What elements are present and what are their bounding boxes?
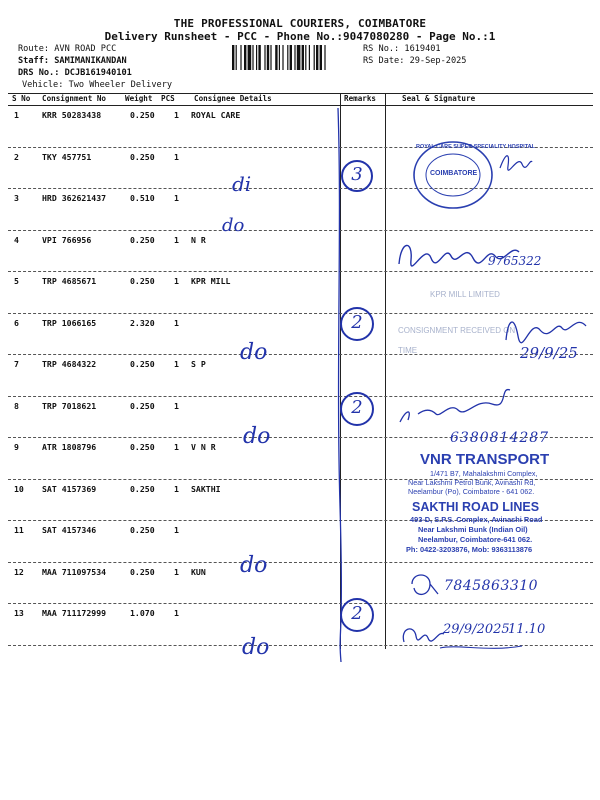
barcode-bar	[294, 45, 295, 70]
barcode-bar	[244, 45, 246, 70]
barcode-bar	[297, 45, 301, 70]
row-weight: 0.250	[130, 151, 155, 162]
row-weight: 0.250	[130, 566, 155, 577]
row-consignment-no: VPI 766956	[42, 234, 92, 245]
kpr-faint-stamp-time: TIME	[398, 346, 418, 355]
row-weight: 0.250	[130, 400, 155, 411]
row-sno: 6	[14, 317, 19, 328]
row-consignment-no: SAT 4157369	[42, 483, 97, 494]
barcode-bar	[248, 45, 252, 70]
signature-row7	[396, 380, 516, 428]
col-sno-header: S No	[12, 94, 31, 103]
row-consignee: KPR MILL	[191, 276, 231, 286]
row-consignment-no: SAT 4157346	[42, 525, 97, 535]
barcode-bar	[264, 45, 265, 70]
col-consignment-header: Consignment No	[42, 94, 107, 103]
route-label: Route: AVN ROAD PCC	[18, 44, 117, 54]
table-row	[8, 272, 593, 312]
handwritten-date-row13: 29/9/2025	[443, 622, 510, 637]
row-consignment-no: HRD 362621437	[42, 193, 107, 203]
row-consignment-no: TRP 4685671	[42, 276, 97, 286]
row-sno: 4	[14, 234, 19, 245]
row-pcs: 1	[174, 442, 179, 452]
vehicle-label: Vehicle: Two Wheeler Delivery	[22, 80, 173, 90]
drs-line	[18, 68, 132, 78]
row-sno: 3	[14, 193, 19, 203]
row-consignment-no: TKY 457751	[42, 151, 92, 162]
row-pcs: 1	[174, 608, 179, 618]
barcode-bar	[267, 45, 269, 70]
sakthi-stamp-line2: Near Lakshmi Bunk (Indian Oil)	[418, 525, 528, 534]
row-sno: 7	[14, 359, 19, 369]
row-consignment-no: MAA 711097534	[42, 566, 107, 577]
handwritten-date-row6: 29/9/25	[520, 344, 578, 362]
row-consignment-no: MAA 711172999	[42, 608, 107, 618]
round-stamp-center: COIMBATORE	[430, 170, 478, 177]
barcode-bar	[258, 45, 260, 70]
barcode-bar	[252, 45, 253, 70]
company-title: THE PROFESSIONAL COURIERS, COIMBATORE	[173, 17, 427, 30]
row-sno: 5	[14, 276, 19, 286]
row-pcs: 1	[174, 151, 179, 162]
rs-date: RS Date: 29-Sep-2025	[363, 56, 467, 66]
drs-number: DCJB161940101	[64, 68, 132, 78]
row-consignee: KUN	[191, 566, 206, 577]
row-consignment-no: KRR 50283438	[42, 110, 102, 120]
barcode-bar	[279, 45, 280, 70]
vnr-stamp-line3: Neelambur (Po), Coimbatore - 641 062.	[408, 487, 535, 496]
remark-circle-3: 3	[341, 160, 373, 192]
row-weight: 0.250	[130, 442, 155, 452]
barcode-bar	[275, 45, 277, 70]
barcode-bar	[309, 45, 310, 70]
underline-row13	[438, 640, 524, 654]
row-pcs: 1	[174, 193, 179, 203]
staff-label: Staff:	[18, 56, 50, 66]
row-consignment-no: TRP 1066165	[42, 317, 97, 328]
row-sno: 13	[14, 608, 24, 618]
kpr-faint-stamp-title: KPR MILL LIMITED	[430, 290, 500, 299]
col-remarks-header: Remarks	[344, 94, 377, 103]
signature-row2	[496, 148, 536, 178]
row-consignee: SAKTHI	[191, 483, 221, 494]
remark-circle-2a: 2	[340, 307, 374, 341]
row-sno: 8	[14, 400, 19, 411]
row-sno: 10	[14, 483, 24, 494]
barcode-bar	[316, 45, 318, 70]
table-row	[8, 189, 593, 229]
handwritten-phone-row4: 9765322	[488, 254, 542, 268]
table-row	[8, 106, 593, 146]
sakthi-stamp-line3: Neelambur, Coimbatore-641 062.	[418, 535, 533, 544]
row-weight: 0.250	[130, 525, 155, 535]
barcode-bar	[320, 45, 322, 70]
row-pcs: 1	[174, 525, 179, 535]
row-sno: 1	[14, 110, 19, 120]
signature-row12	[408, 570, 442, 600]
row-consignee: S P	[191, 359, 206, 369]
row-weight: 1.070	[130, 608, 155, 618]
handwritten-phone-row12: 7845863310	[444, 578, 539, 594]
col-consignee-header: Consignee Details	[194, 94, 272, 103]
row-weight: 0.250	[130, 276, 155, 286]
row-pcs: 1	[174, 566, 179, 577]
signature-row5	[500, 310, 590, 344]
staff-name: SAMIMANIKANDAN	[54, 56, 127, 66]
round-stamp-top: ROYAL CARE SUPER SPECIALITY HOSPITAL	[416, 144, 535, 150]
row-pcs: 1	[174, 400, 179, 411]
col-weight-header: Weight	[125, 94, 153, 103]
row-consignee: N R	[191, 234, 206, 245]
row-sno: 12	[14, 566, 24, 577]
barcode-bar	[314, 45, 315, 70]
row-sno: 11	[14, 525, 24, 535]
row-sno: 9	[14, 442, 19, 452]
remark-circle-2c: 2	[340, 598, 374, 632]
handwritten-do-8: do	[243, 424, 271, 449]
remark-circle-2b: 2	[340, 392, 374, 426]
barcode-bar	[302, 45, 304, 70]
remarks-pen-line	[330, 106, 350, 666]
row-consignment-no: ATR 1808796	[42, 442, 97, 452]
hospital-round-stamp	[412, 140, 535, 210]
runsheet-subtitle: Delivery Runsheet - PCC - Phone No.:9047080280 - Page No.:1	[104, 30, 496, 43]
vnr-stamp-line1: 1/471 B7, Mahalakshmi Complex,	[430, 469, 538, 478]
staff-line	[18, 56, 127, 66]
sakthi-stamp-line1: 493-D, S.P.S. Complex, Avinashi Road	[410, 515, 543, 524]
handwritten-do-6: do	[240, 340, 268, 365]
row-consignee: ROYAL CARE	[191, 110, 241, 120]
sakthi-stamp-phone: Ph: 0422-3203876, Mob: 9363113876	[406, 545, 533, 554]
handwritten-di: di	[232, 172, 252, 196]
barcode-bar	[290, 45, 292, 70]
row-weight: 2.320	[130, 317, 155, 328]
row-pcs: 1	[174, 317, 179, 328]
barcode-bar	[305, 45, 306, 70]
vnr-stamp-title: VNR TRANSPORT	[420, 451, 550, 468]
row-sno: 2	[14, 151, 19, 162]
row-pcs: 1	[174, 234, 179, 245]
drs-label: DRS No.:	[18, 68, 60, 78]
barcode-bar	[232, 45, 234, 70]
kpr-faint-stamp-received: CONSIGNMENT RECEIVED ON	[398, 326, 516, 335]
barcode-bar	[236, 45, 237, 70]
handwritten-do-3: do	[222, 215, 245, 236]
row-pcs: 1	[174, 359, 179, 369]
sakthi-stamp-title: SAKTHI ROAD LINES	[412, 500, 540, 514]
row-consignee: V N R	[191, 442, 216, 452]
col-pcs-header: PCS	[161, 94, 175, 103]
row-weight: 0.250	[130, 483, 155, 494]
barcode-bar	[240, 45, 241, 70]
row-pcs: 1	[174, 110, 179, 120]
row-weight: 0.250	[130, 110, 155, 120]
row-pcs: 1	[174, 276, 179, 286]
handwritten-do-13: do	[242, 635, 270, 660]
handwritten-time-row13: 11.10	[508, 622, 546, 637]
handwritten-phone-row8: 6380814287	[450, 430, 550, 446]
row-weight: 0.510	[130, 193, 155, 203]
barcode	[232, 45, 360, 70]
vnr-stamp-line2: Near Lakshmi Petrol Bunk, Avinashi Rd,	[408, 478, 536, 487]
row-consignment-no: TRP 7018621	[42, 400, 97, 411]
handwritten-do-11: do	[240, 553, 268, 578]
barcode-bar	[270, 45, 271, 70]
row-pcs: 1	[174, 483, 179, 494]
col-seal-header: Seal & Signature	[402, 94, 476, 103]
barcode-bar	[256, 45, 257, 70]
row-weight: 0.250	[130, 359, 155, 369]
barcode-bar	[287, 45, 288, 70]
barcode-bar	[282, 45, 283, 70]
barcode-bar	[324, 45, 325, 70]
row-consignment-no: TRP 4684322	[42, 359, 97, 369]
row-weight: 0.250	[130, 234, 155, 245]
rs-number: RS No.: 1619401	[363, 44, 441, 54]
